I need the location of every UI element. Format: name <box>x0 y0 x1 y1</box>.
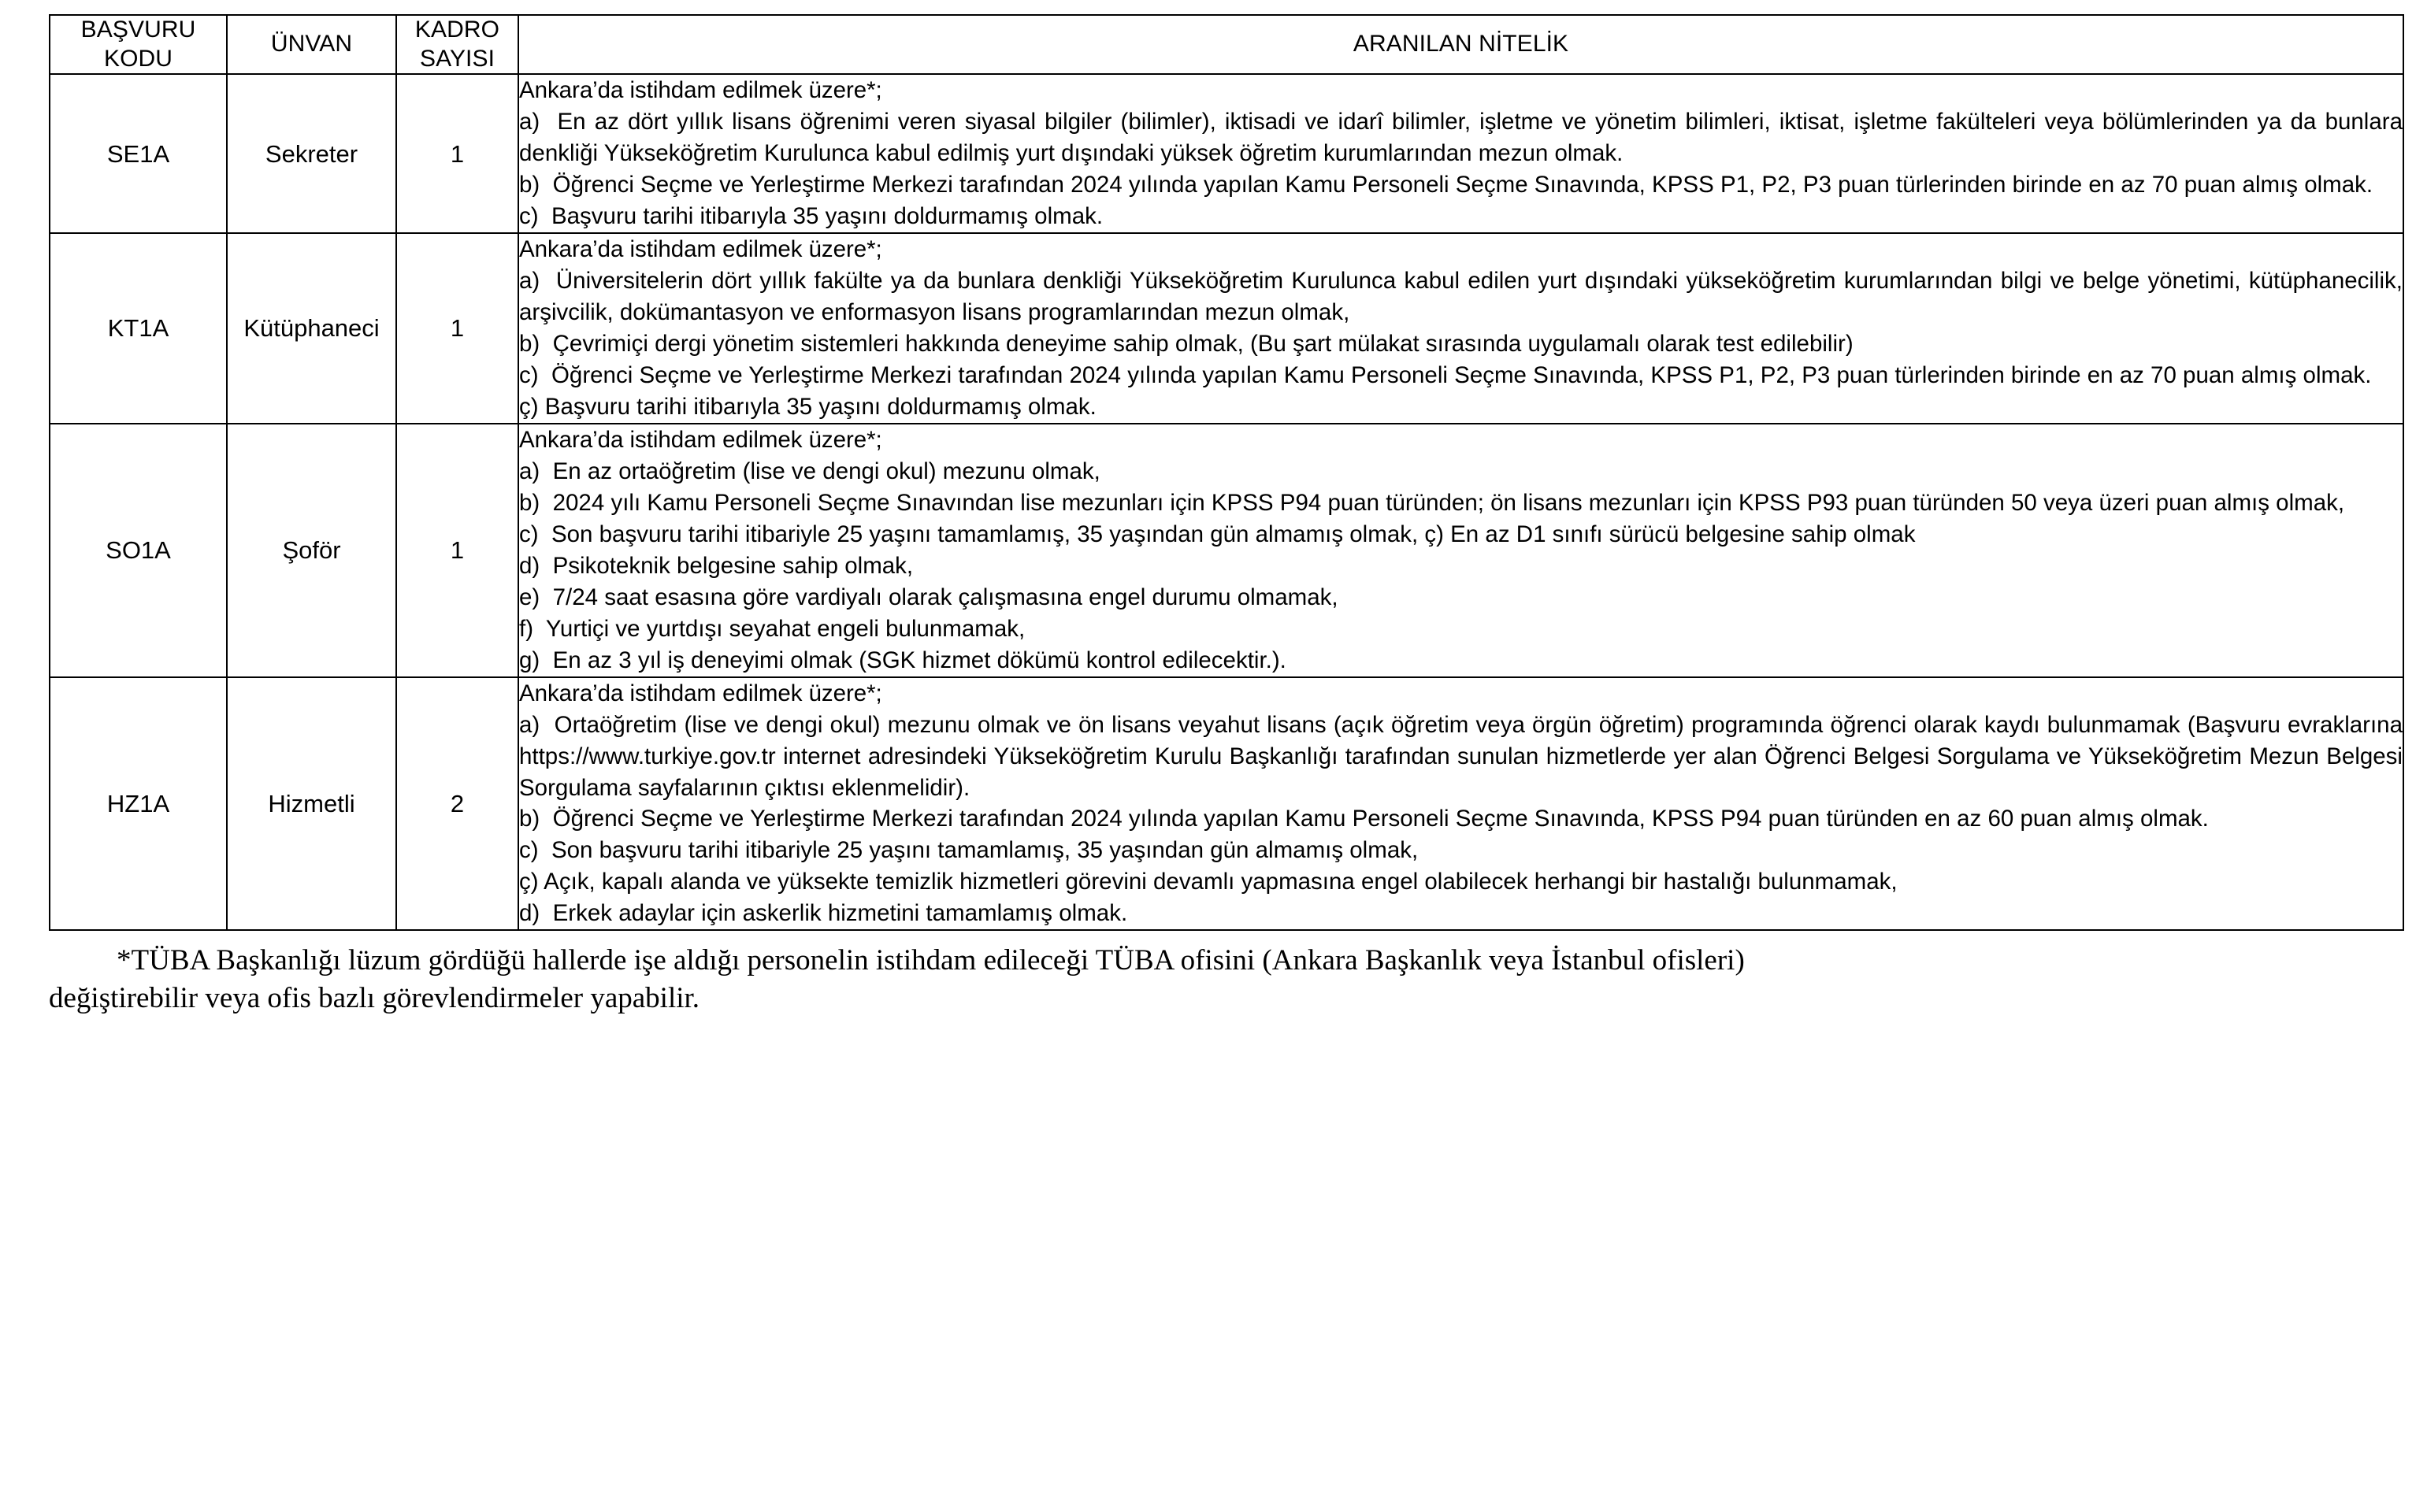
qualification-item: b) Öğrenci Seçme ve Yerleştirme Merkezi tarafından 2024 yılında yapılan Kamu Personeli Seçme Sınavında, KPSS P94 puan türünden en az 60 puan almış olmak. <box>519 806 2209 832</box>
qualification-lead: Ankara’da istihdam edilmek üzere*; <box>519 426 882 453</box>
footnote <box>49 931 2421 1017</box>
table-header <box>50 15 2403 74</box>
qualification-item: b) 2024 yılı Kamu Personeli Seçme Sınavından lise mezunları için KPSS P94 puan türünden; ön lisans mezunları için KPSS P93 puan türünden 50 veya üzeri puan almış olmak, <box>519 489 2345 516</box>
cell-position-count: 1 <box>396 424 518 677</box>
table-row <box>50 677 2403 931</box>
qualification-item: c) Öğrenci Seçme ve Yerleştirme Merkezi tarafından 2024 yılında yapılan Kamu Personeli Seçme Sınavında, KPSS P1, P2, P3 puan türlerinden birinde en az 70 puan almış olmak. <box>519 361 2372 388</box>
qualification-item: a) Üniversitelerin dört yıllık fakülte ya da bunlara denkliği Yükseköğretim Kurulunca kabul edilen yurt dışındaki yükseköğretim kurumlarından bilgi ve belge yönetimi, kütüphanecilik, arşivcilik, dokümantasyon ve enformasyon lisans programlarından mezun olmak, <box>519 268 2410 325</box>
column-header-position-count-line1: KADRO <box>414 17 500 43</box>
qualification-item: a) En az dört yıllık lisans öğrenimi veren siyasal bilgiler (bilimler), iktisadi ve idarî bilimler, işletme ve yönetim bilimleri, iktisat, işletme fakülteleri veya bölümlerinden ya da bunlara denkliği Yükseköğretim Kurulunca kabul edilmiş yurt dışındaki yüksek öğretim kurumlarından mezun olmak. <box>519 109 2410 167</box>
cell-title: Kütüphaneci <box>227 233 396 424</box>
cell-position-count: 1 <box>396 74 518 233</box>
table-row <box>50 74 2403 233</box>
qualification-lead: Ankara’da istihdam edilmek üzere*; <box>519 680 882 706</box>
cell-application-code: SE1A <box>50 74 227 233</box>
cell-position-count: 2 <box>396 677 518 931</box>
qualification-item: g) En az 3 yıl iş deneyimi olmak (SGK hizmet dökümü kontrol edilecektir.). <box>519 647 1286 673</box>
qualification-item: ç) Açık, kapalı alanda ve yüksekte temizlik hizmetleri görevini devamlı yapmasına engel olabilecek herhangi bir hastalığı bulunmamak, <box>519 869 1898 895</box>
qualification-item: ç) Başvuru tarihi itibarıyla 35 yaşını doldurmamış olmak. <box>519 393 1097 420</box>
table-row <box>50 424 2403 677</box>
column-header-title-line1: ÜNVAN <box>270 31 353 57</box>
cell-required-qualifications <box>518 233 2410 424</box>
cell-title: Şoför <box>227 424 396 677</box>
qualification-lead: Ankara’da istihdam edilmek üzere*; <box>519 77 882 104</box>
column-header-required-qualifications <box>518 15 2403 74</box>
footnote-line-2: değiştirebilir veya ofis bazlı görevlendirmeler yapabilir. <box>49 982 700 1015</box>
cell-title: Hizmetli <box>227 677 396 931</box>
qualification-lead: Ankara’da istihdam edilmek üzere*; <box>519 236 882 263</box>
cell-required-qualifications <box>518 424 2403 677</box>
table-header-row <box>50 15 2403 74</box>
qualification-item: f) Yurtiçi ve yurtdışı seyahat engeli bulunmamak, <box>519 615 1026 642</box>
cell-title: Sekreter <box>227 74 396 233</box>
cell-application-code: KT1A <box>50 233 227 424</box>
qualification-item: c) Son başvuru tarihi itibariyle 25 yaşını tamamlamış, 35 yaşından gün almamış olmak, <box>519 837 1419 864</box>
column-header-position-count <box>396 15 518 74</box>
qualification-item: e) 7/24 saat esasına göre vardiyalı olarak çalışmasına engel durumu olmamak, <box>519 584 1338 610</box>
qualification-item: b) Öğrenci Seçme ve Yerleştirme Merkezi tarafından 2024 yılında yapılan Kamu Personeli Seçme Sınavında, KPSS P1, P2, P3 puan türlerinden birinde en az 70 puan almış olmak. <box>519 172 2373 198</box>
column-header-position-count-line2: SAYISI <box>419 45 495 72</box>
column-header-application-code-line1: BAŞVURU <box>80 17 196 43</box>
table-body <box>50 74 2410 930</box>
column-header-required-qualifications-line1: ARANILAN NİTELİK <box>1353 31 1569 57</box>
cell-required-qualifications <box>518 677 2410 931</box>
qualification-item: c) Son başvuru tarihi itibariyle 25 yaşını tamamlamış, 35 yaşından gün almamış olmak, ç) En az D1 sınıfı sürücü belgesine sahip olmak <box>519 521 1916 547</box>
qualification-item: d) Psikoteknik belgesine sahip olmak, <box>519 552 914 579</box>
column-header-application-code-line2: KODU <box>103 45 173 72</box>
requirements-table <box>49 14 2410 931</box>
cell-position-count: 1 <box>396 233 518 424</box>
cell-application-code: SO1A <box>50 424 227 677</box>
cell-application-code: HZ1A <box>50 677 227 931</box>
column-header-title <box>227 15 396 74</box>
qualification-item: a) Ortaöğretim (lise ve dengi okul) mezunu olmak ve ön lisans veyahut lisans (açık öğretim veya örgün öğretim) programında öğrenci olarak kaydı bulunmamak (Başvuru evraklarına https://www.turkiye.gov.tr internet adresindeki Yükseköğretim Kurulu Başkanlığı tarafından sunulan hizmetlerde yer alan Öğrenci Belgesi Sorgulama ve Yükseköğretim Mezun Belgesi Sorgulama sayfalarının çıktısı eklenmelidir). <box>519 711 2410 801</box>
footnote-line-1: *TÜBA Başkanlığı lüzum gördüğü hallerde işe aldığı personelin istihdam edileceği TÜBA ofisini (Ankara Başkanlık veya İstanbul ofisleri) <box>117 944 1745 977</box>
cell-required-qualifications <box>518 74 2410 233</box>
table-row <box>50 233 2403 424</box>
qualification-item: a) En az ortaöğretim (lise ve dengi okul) mezunu olmak, <box>519 458 1100 484</box>
qualification-item: c) Başvuru tarihi itibarıyla 35 yaşını doldurmamış olmak. <box>519 203 1104 230</box>
column-header-application-code <box>50 15 227 74</box>
qualification-item: b) Çevrimiçi dergi yönetim sistemleri hakkında deneyime sahip olmak, (Bu şart mülakat sırasında uygulamalı olarak test edilebilir) <box>519 330 1854 357</box>
qualification-item: d) Erkek adaylar için askerlik hizmetini tamamlamış olmak. <box>519 900 1128 927</box>
